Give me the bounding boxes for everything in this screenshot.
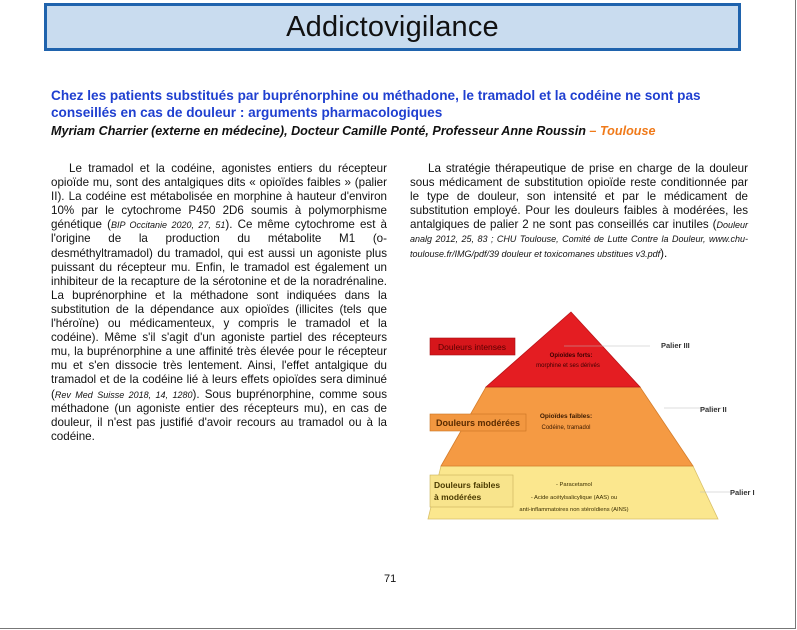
section-title: Addictovigilance [286,10,499,43]
left-text-2: ). Ce même cytochrome est à l'origine de la production du métabolite M1 (o-desméthyltramadol) du tramadol, qui est aussi un agoniste plus puissant du récepteur mu. Enfin, le tramadol est également un inhibiteur de la recapture de la sérotonine et de la noradrénaline. La buprénorphine et la méthadone sont indiquées dans la substitution de la dépendance aux opioïdes (illicites (tels que l'héroïne) ou médicamenteux, y compris le tramadol et la codéine). Même s'il s'agit d'un agoniste partiel des récepteurs mu, la buprénorphine a une affinité très élevée pour le récepteur mu et s'en dissocie très lentement. Ainsi, l'effet antalgique du tramadol et de la codéine lié à leurs effets opioïdes sera diminué ( [51,218,388,401]
left-text-1: Le tramadol et la codéine, agonistes entiers du récepteur opioïde mu, sont des antalgiques dits « opioïdes faibles » (palier II). La codéine est métabolisée en morphine à hauteur d'environ 10% par le cytochrome P450 2D6 soumis à polymorphisme génétique ( [51,162,387,232]
palier-2-label: Palier II [700,405,727,414]
article-title: Chez les patients substitués par buprénorphine ou méthadone, le tramadol et la codéine ne sont pas conseillés en cas de douleur : arguments pharmacologiques [51,88,701,120]
palier-3-label: Palier III [661,341,690,350]
right-column [410,162,748,261]
article-authors [51,124,751,138]
pain-ladder-pyramid [418,300,768,532]
left-citation-2: Rev Med Suisse 2018, 14, 1280 [54,389,193,400]
page-number: 71 [384,573,397,585]
left-text-3: ). Sous buprénorphine, comme sous méthadone (un agoniste entier des récepteurs mu), en cas de douleur, il n'est pas justifié d'avoir recours au tramadol ou à la codéine. [51,387,387,443]
opioides-forts-title: Opioïdes forts: [549,353,593,359]
palier-1-label: Palier I [730,488,755,497]
right-text-2: ). [660,246,668,260]
authors-names: Myriam Charrier (externe en médecine), Docteur Camille Ponté, Professeur Anne Roussin [51,124,586,138]
douleurs-faibles-label-2: à modérées [434,492,482,502]
authors-location: Toulouse [599,124,656,138]
palier-1-line-1: - Paracetamol [555,482,593,488]
palier-1-line-3: anti-inflammatoires non stéroïdiens (AINS) [519,507,629,513]
opioides-faibles-detail: Codéine, tramadol [541,425,591,431]
authors-location-sep: – [585,124,600,138]
left-column [51,162,387,444]
opioides-forts-detail: morphine et ses dérivés [536,363,600,369]
right-paragraph [410,162,748,261]
palier-1-line-2: - Acide acétylsalicylique (AAS) ou [530,495,618,501]
section-header [44,3,741,51]
opioides-faibles-title: Opioïdes faibles: [539,413,593,420]
right-text-1: La stratégie thérapeutique de prise en charge de la douleur sous médicament de substitution opioïde reste conditionnée par le type de douleur, son intensité et par le médicament de substitution employé. Pour les douleurs faibles à modérées, les antalgiques de palier 2 ne sont pas conseillés car inutiles ( [410,162,748,232]
douleurs-intenses-label: Douleurs intenses [437,342,507,352]
left-paragraph [51,162,387,444]
left-citation-1: BIP Occitanie 2020, 27, 51 [110,220,226,231]
douleurs-faibles-label-1: Douleurs faibles [434,480,501,490]
douleurs-moderees-label: Douleurs modérées [435,418,521,428]
right-citation-1: Douleur analg 2012, 25, 83 ; CHU Toulouse, Comité de Lutte Contre la Douleur, www.chu-toulouse.fr/IMG/pdf/39 douleur et toxicomanes ubstitues v3.pdf [410,220,748,259]
